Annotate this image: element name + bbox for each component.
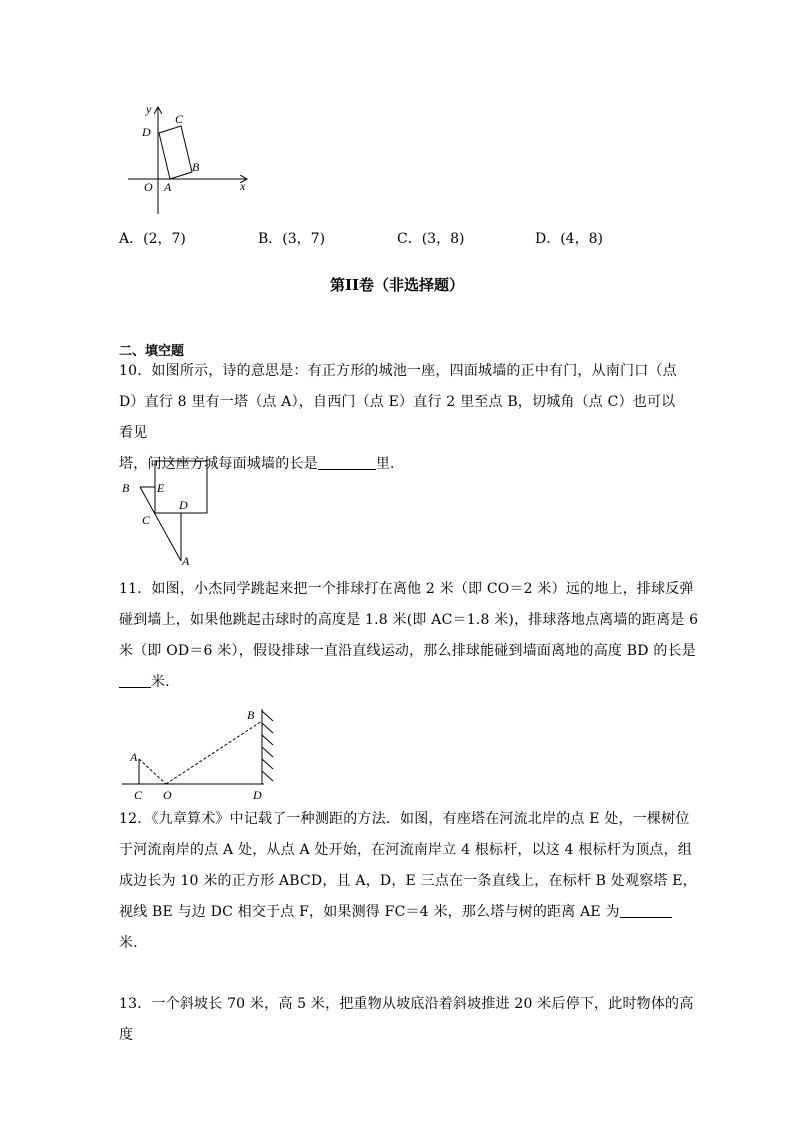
q12-line-5: 米．	[119, 935, 148, 951]
q11-line-2: 碰到墙上，如果他跳起击球时的高度是 1.8 米(即 AC＝1.8 米)，排球落地点离墙的距离是 6	[119, 612, 699, 628]
q11-line-3: 米（即 OD＝6 米），假设排球一直沿直线运动，那么排球能碰到墙面离地的高度 BD 的长是	[119, 643, 696, 659]
q12-text	[119, 804, 699, 959]
q9-label-y: y	[146, 102, 152, 116]
q11-text	[119, 574, 699, 698]
q13-line-1: 13．一个斜坡长 70 米，高 5 米，把重物从坡底沿着斜坡推进 20 米后停下，此时物体的高度	[119, 996, 694, 1043]
q11-label-d: D	[253, 788, 262, 802]
q10-line-3-text: 塔，问这座方城每面城墙的长是	[119, 456, 318, 472]
q11-line-1: 11．如图，小杰同学跳起来把一个排球打在离他 2 米（即 CO＝2 米）远的地上，排球反弹	[119, 581, 694, 597]
q10-line-3-end: 里．	[375, 456, 405, 472]
q12-line-4	[119, 897, 699, 928]
q9-label-d: D	[142, 125, 151, 139]
q9-label-b: B	[192, 160, 200, 174]
q11-path-o-b	[166, 721, 262, 784]
q12-line-3: 成边长为 10 米的正方形 ABCD，且 A，D，E 三点在一条直线上，在标杆 B 处观察塔 E，	[119, 873, 697, 889]
choice-b[interactable]: B．(3，7)	[258, 231, 326, 247]
section-header: 二、填空题	[119, 344, 185, 359]
q10-label-c: C	[142, 513, 151, 527]
q11-label-b: B	[247, 708, 255, 722]
q13-text	[119, 989, 699, 1051]
choice-d[interactable]: D．(4，8)	[535, 231, 603, 247]
q11-label-a: A	[130, 750, 138, 764]
q9-label-x: x	[240, 179, 246, 193]
q11-figure	[118, 703, 288, 803]
choice-a[interactable]: A．(2，7)	[119, 231, 186, 247]
q11-path-a-o	[139, 759, 166, 784]
q10-line-2: D）直行 8 里有一塔（点 A），自西门（点 E）直行 2 里至点 B，切城角（点 C）也可以看见	[119, 394, 676, 441]
q12-line-2: 于河流南岸的点 A 处，从点 A 处开始，在河流南岸立 4 根标杆，以这 4 根标杆为顶点，组	[119, 842, 693, 858]
q12-answer-blank[interactable]	[620, 903, 672, 918]
q10-label-a: A	[182, 554, 190, 568]
q9-label-c: C	[175, 112, 184, 126]
q11-wall-hatching	[262, 711, 273, 781]
q12-line-4-text: 视线 BE 与边 DC 相交于点 F，如果测得 FC＝4 米，那么塔与树的距离 AE 为	[119, 904, 620, 920]
q10-figure	[118, 455, 218, 570]
choice-c[interactable]: C．(3，8)	[397, 231, 465, 247]
q9-rectangle	[159, 126, 192, 179]
q10-line-1: 10．如图所示，诗的意思是：有正方形的城池一座，四面城墙的正中有门，从南门口（点	[119, 363, 677, 379]
q12-line-1: 12．《九章算术》中记载了一种测距的方法．如图，有座塔在河流北岸的点 E 处，一棵树位	[119, 811, 690, 827]
q11-label-o: O	[163, 788, 172, 802]
section-title: 第II卷（非选择题）	[329, 276, 465, 294]
q9-label-a: A	[164, 180, 172, 194]
q11-label-c: C	[134, 788, 143, 802]
q11-line-4	[119, 667, 699, 698]
q9-label-o: O	[144, 180, 153, 194]
q9-figure	[120, 98, 260, 218]
q11-line-4-end: 米．	[151, 674, 180, 690]
q11-answer-blank[interactable]	[119, 673, 151, 688]
q10-label-b: B	[122, 481, 130, 495]
q10-label-e: E	[157, 481, 165, 495]
q10-answer-blank[interactable]	[318, 455, 376, 470]
q10-label-d: D	[179, 498, 188, 512]
